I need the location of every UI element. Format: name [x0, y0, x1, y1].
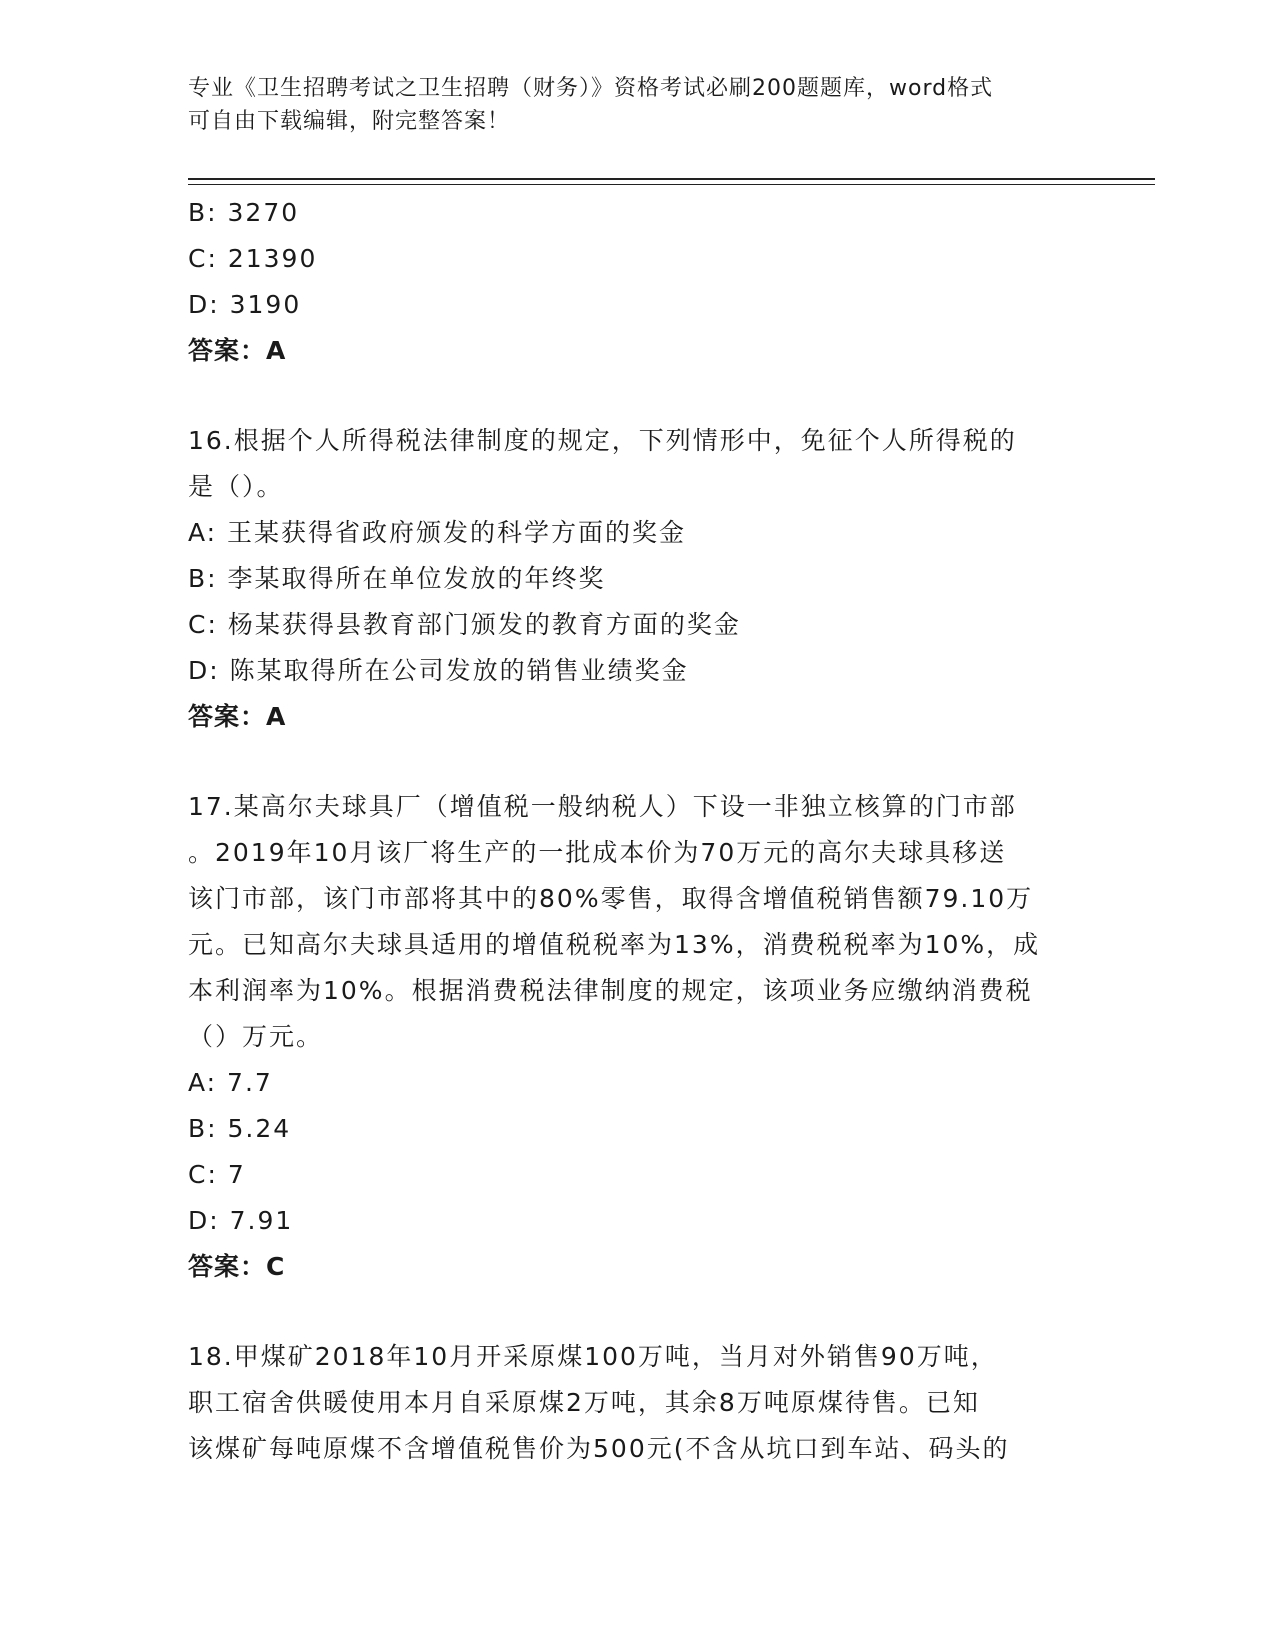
question-stem-line: （）万元。 — [188, 1022, 324, 1051]
question-stem-line: 本利润率为10%。根据消费税法律制度的规定，该项业务应缴纳消费税 — [188, 976, 1033, 1005]
question-stem-line: 16.根据个人所得税法律制度的规定，下列情形中，免征个人所得税的 — [188, 426, 1017, 455]
document-body — [188, 190, 1088, 1472]
question-15-tail — [188, 190, 1088, 374]
question-stem-line: 该门市部，该门市部将其中的80%零售，取得含增值税销售额79.10万 — [188, 884, 1034, 913]
question-stem-line: 该煤矿每吨原煤不含增值税售价为500元(不含从坑口到车站、码头的 — [188, 1434, 1010, 1463]
question-stem-line: 。2019年10月该厂将生产的一批成本价为70万元的高尔夫球具移送 — [188, 838, 1007, 867]
answer: 答案：A — [188, 702, 287, 731]
question-stem-line: 17.某高尔夫球具厂（增值税一般纳税人）下设一非独立核算的门市部 — [188, 792, 1017, 821]
option-c: C: 7 — [188, 1160, 246, 1189]
question-stem-line: 职工宿舍供暖使用本月自采原煤2万吨，其余8万吨原煤待售。已知 — [188, 1388, 980, 1417]
header-line-2: 可自由下载编辑，附完整答案！ — [188, 109, 511, 134]
question-stem-line: 18.甲煤矿2018年10月开采原煤100万吨，当月对外销售90万吨， — [188, 1342, 998, 1371]
header-line-1: 专业《卫生招聘考试之卫生招聘（财务）》资格考试必刷200题题库，word格式 — [188, 76, 994, 101]
question-18 — [188, 1334, 1088, 1472]
question-stem-line: 元。已知高尔夫球具适用的增值税税率为13%，消费税税率为10%，成 — [188, 930, 1041, 959]
option-d: D: 3190 — [188, 290, 302, 319]
option-c: C: 杨某获得县教育部门颁发的教育方面的奖金 — [188, 610, 741, 639]
header-rule-thick — [188, 178, 1155, 180]
question-16 — [188, 418, 1088, 740]
option-b: B: 李某取得所在单位发放的年终奖 — [188, 564, 606, 593]
option-a: A: 7.7 — [188, 1068, 273, 1097]
page-header — [188, 72, 1088, 138]
option-d: D: 陈某取得所在公司发放的销售业绩奖金 — [188, 656, 689, 685]
answer: 答案：A — [188, 336, 287, 365]
header-rule-thin — [188, 184, 1155, 185]
question-stem-line: 是（）。 — [188, 472, 284, 501]
answer: 答案：C — [188, 1252, 286, 1281]
question-17 — [188, 784, 1088, 1290]
option-b: B: 3270 — [188, 198, 300, 227]
option-c: C: 21390 — [188, 244, 318, 273]
option-b: B: 5.24 — [188, 1114, 292, 1143]
option-a: A: 王某获得省政府颁发的科学方面的奖金 — [188, 518, 687, 547]
option-d: D: 7.91 — [188, 1206, 294, 1235]
